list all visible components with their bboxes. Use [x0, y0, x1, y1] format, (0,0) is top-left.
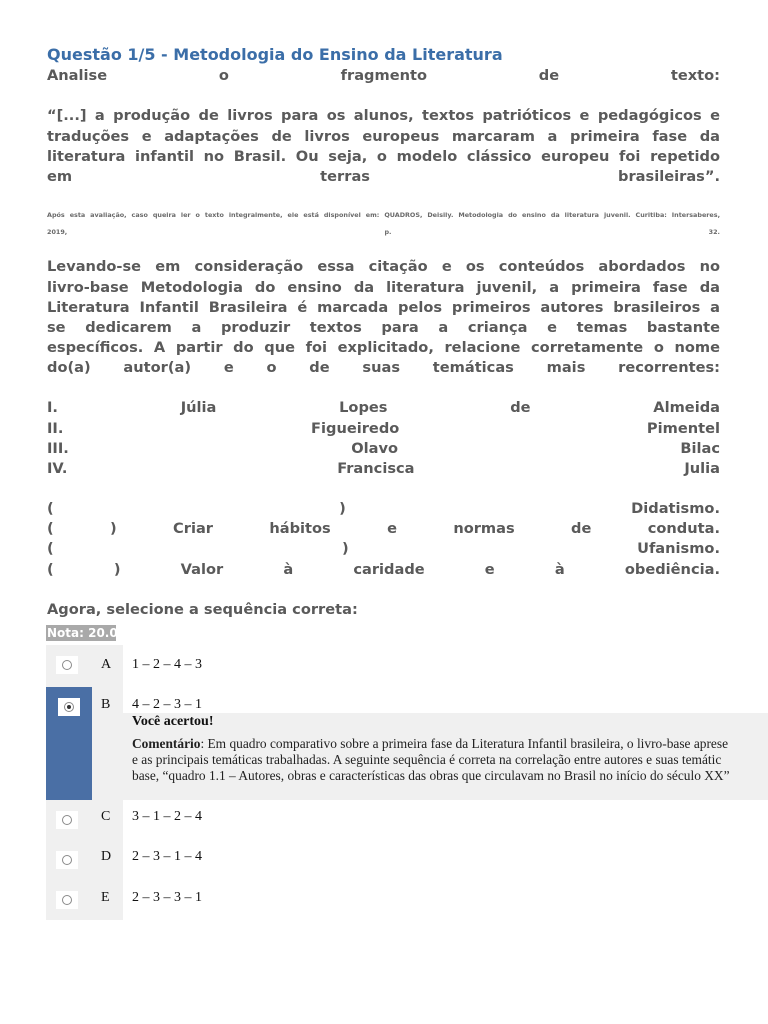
question-title: Questão 1/5 - Metodologia do Ensino da Literatura — [47, 45, 503, 64]
option-letter: C — [101, 809, 111, 824]
body-line: Levando-se em consideração essa citação e os conteúdos abordados no — [47, 258, 720, 275]
radio-button-c[interactable] — [62, 815, 72, 825]
author-item: IV. Francisca Julia — [47, 460, 720, 477]
radio-box — [56, 656, 78, 674]
radio-box — [58, 698, 80, 716]
author-item: II. Figueiredo Pimentel — [47, 420, 720, 437]
theme-item: ( ) Ufanismo. — [47, 540, 720, 557]
body-line: se dedicarem a produzir textos para a criança e temas bastante — [47, 319, 720, 336]
comment-line: e as principais temáticas trabalhadas. A seguinte sequência é correta na correlação entre autores e suas temátic — [132, 752, 722, 767]
option-sequence: 3 – 1 – 2 – 4 — [132, 809, 202, 824]
comment-line: base, “quadro 1.1 – Autores, obras e características das obras que circulavam no Brasil no início do século XX” — [132, 768, 730, 783]
option-sequence: 2 – 3 – 3 – 1 — [132, 890, 202, 905]
radio-button-b[interactable] — [64, 702, 74, 712]
feedback-result: Você acertou! — [132, 714, 214, 729]
quote-line: em terras brasileiras”. — [47, 168, 720, 185]
theme-item: ( ) Criar hábitos e normas de conduta. — [47, 520, 720, 537]
quote-line: “[...] a produção de livros para os alunos, textos patrióticos e pedagógicos e — [47, 107, 720, 124]
quote-line: traduções e adaptações de livros europeus marcaram a primeira fase da — [47, 128, 720, 145]
body-line: Literatura Infantil Brasileira é marcada pelos primeiros autores brasileiros a — [47, 299, 720, 316]
option-sequence: 1 – 2 – 4 – 3 — [132, 657, 202, 672]
option-letter: D — [101, 849, 112, 864]
feedback-panel — [123, 713, 768, 800]
option-sequence: 2 – 3 – 1 – 4 — [132, 849, 202, 864]
option-letter: B — [101, 697, 111, 712]
radio-box — [56, 891, 78, 909]
theme-item: ( ) Valor à caridade e à obediência. — [47, 561, 720, 578]
radio-button-a[interactable] — [62, 660, 72, 670]
comment-line: : Em quadro comparativo sobre a primeira fase da Literatura Infantil brasileira, o livro-base aprese — [200, 736, 729, 751]
intro-text: Analise o fragmento de texto: — [47, 67, 720, 84]
body-line: específicos. A partir do que foi explicitado, relacione corretamente o nome — [47, 339, 720, 356]
citation-line: 2019, p. 32. — [47, 228, 720, 236]
radio-box — [56, 851, 78, 869]
radio-button-d[interactable] — [62, 855, 72, 865]
author-item: III. Olavo Bilac — [47, 440, 720, 457]
selection-prompt: Agora, selecione a sequência correta: — [47, 601, 358, 618]
quote-line: literatura infantil no Brasil. Ou seja, o modelo clássico europeu foi repetido — [47, 148, 720, 165]
radio-button-e[interactable] — [62, 895, 72, 905]
citation-line: Após esta avaliação, caso queira ler o texto integralmente, ele está disponível em: QUADROS, Deisily. Metodologia do ensino da literatura juvenil. Curitiba: Intersaberes, — [47, 211, 720, 219]
grade-badge: Nota: 20.0 — [47, 626, 118, 640]
option-letter: A — [101, 657, 112, 672]
feedback-comment — [132, 736, 768, 784]
author-item: I. Júlia Lopes de Almeida — [47, 399, 720, 416]
radio-box — [56, 811, 78, 829]
option-letter: E — [101, 890, 110, 905]
body-line: livro-base Metodologia do ensino da literatura juvenil, a primeira fase da — [47, 279, 720, 296]
comment-label: Comentário — [132, 736, 201, 751]
option-sequence: 4 – 2 – 3 – 1 — [132, 697, 202, 712]
theme-item: ( ) Didatismo. — [47, 500, 720, 517]
body-line: do(a) autor(a) e o de suas temáticas mais recorrentes: — [47, 359, 720, 376]
